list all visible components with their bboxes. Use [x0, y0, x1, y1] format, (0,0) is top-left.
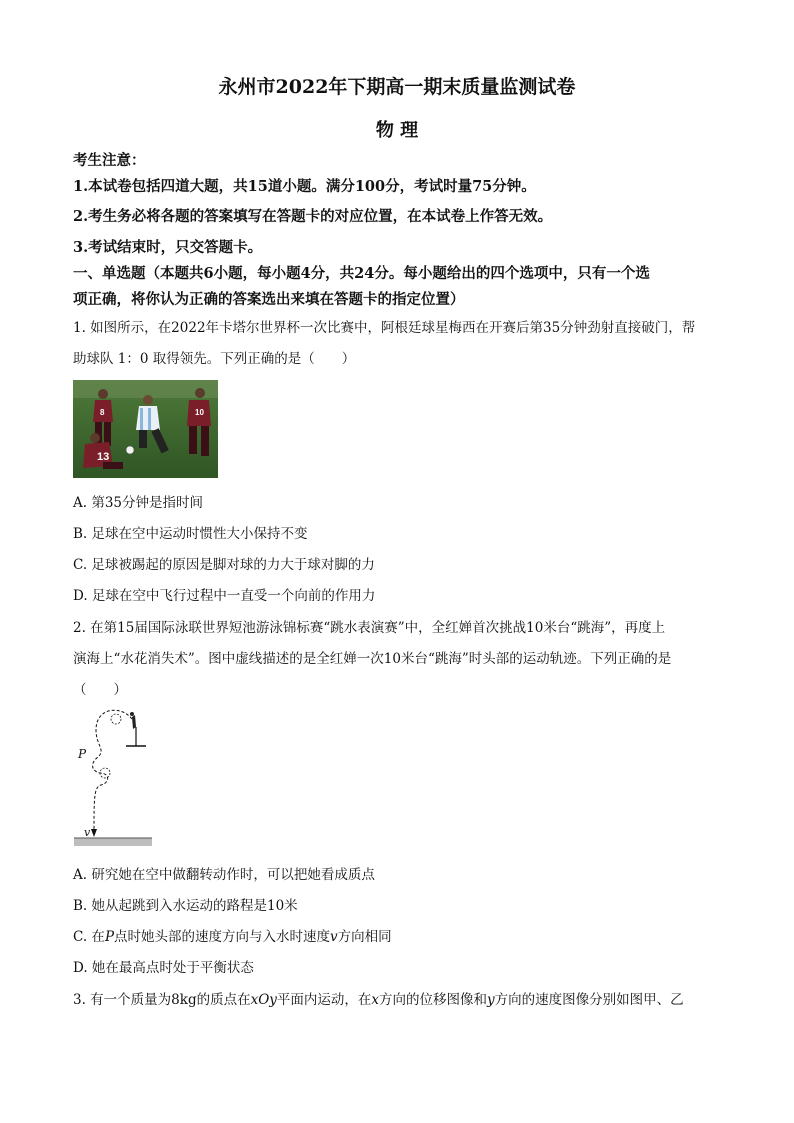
q2-option-d: D. 她在最高点时处于平衡状态: [73, 960, 254, 976]
question-1-stem-line2: 助球队 1：0 取得领先。下列正确的是（ ）: [73, 351, 356, 367]
jersey-number-13: 13: [97, 451, 110, 463]
point-p-label: P: [78, 747, 87, 761]
q1-option-b: B. 足球在空中运动时惯性大小保持不变: [73, 526, 308, 542]
q2-option-c-mid: 点时她头部的速度方向与入水时速度: [114, 929, 331, 945]
q2-option-c-post: 方向相同: [337, 929, 392, 945]
q3-mid1: 平面内运动，在: [276, 992, 372, 1008]
q1-option-c: C. 足球被踢起的原因是脚对球的力大于球对脚的力: [73, 557, 375, 573]
q2-option-c-var-v: v: [330, 929, 338, 945]
notice-item-1: 1.本试卷包括四道大题，共15道小题。满分100分，考试时量75分钟。: [73, 178, 536, 195]
q3-pre: 3. 有一个质量为8kg的质点在: [73, 992, 251, 1008]
q2-option-c-var-p: P: [104, 929, 115, 945]
exam-title: 永州市2022年下期高一期末质量监测试卷: [218, 76, 576, 98]
q1-option-a: A. 第35分钟是指时间: [73, 495, 204, 511]
question-1-stem-line1: 1. 如图所示，在2022年卡塔尔世界杯一次比赛中，阿根廷球星梅西在开赛后第35分钟劲射直接破门，帮: [73, 320, 696, 336]
section-heading-line2: 项正确，将你认为正确的答案选出来填在答题卡的指定位置）: [73, 291, 465, 308]
q3-mid2: 方向的位移图像和: [379, 992, 488, 1008]
notice-item-2: 2.考生务必将各题的答案填写在答题卡的对应位置，在本试卷上作答无效。: [73, 208, 553, 225]
velocity-v-label: v: [84, 826, 91, 839]
question-2-stem-line1: 2. 在第15届国际泳联世界短池游泳锦标赛“跳水表演赛”中，全红婵首次挑战10米台“跳海”，再度上: [73, 620, 666, 636]
section-heading-line1: 一、单选题（本题共6小题，每小题4分，共24分。每小题给出的四个选项中，只有一个选: [73, 265, 650, 282]
notice-item-3: 3.考试结束时，只交答题卡。: [73, 239, 263, 256]
notice-heading: 考生注意：: [73, 152, 146, 169]
q3-post: 方向的速度图像分别如图甲、乙: [494, 992, 684, 1008]
q2-option-a: A. 研究她在空中做翻转动作时，可以把她看成质点: [73, 867, 375, 883]
question-3-stem-line1: [73, 988, 684, 1008]
q2-option-c: [73, 925, 392, 945]
q2-option-c-pre: C. 在: [73, 929, 105, 945]
football-match-photo: [73, 380, 218, 478]
jersey-number-10: 10: [195, 408, 204, 417]
q3-plane: xOy: [250, 992, 277, 1008]
subject-title: 物 理: [375, 120, 419, 141]
diving-trajectory-diagram: [66, 705, 166, 855]
q3-x: x: [371, 992, 380, 1008]
q1-option-d: D. 足球在空中飞行过程中一直受一个向前的作用力: [73, 588, 376, 604]
question-2-stem-line3: （ ）: [73, 682, 127, 698]
question-2-stem-line2: 演海上“水花消失术”。图中虚线描述的是全红婵一次10米台“跳海”时头部的运动轨迹。下列正确的是: [73, 651, 672, 667]
q2-option-b: B. 她从起跳到入水运动的路程是10米: [73, 898, 298, 914]
jersey-number-8: 8: [100, 408, 105, 417]
q3-y: y: [487, 992, 495, 1008]
